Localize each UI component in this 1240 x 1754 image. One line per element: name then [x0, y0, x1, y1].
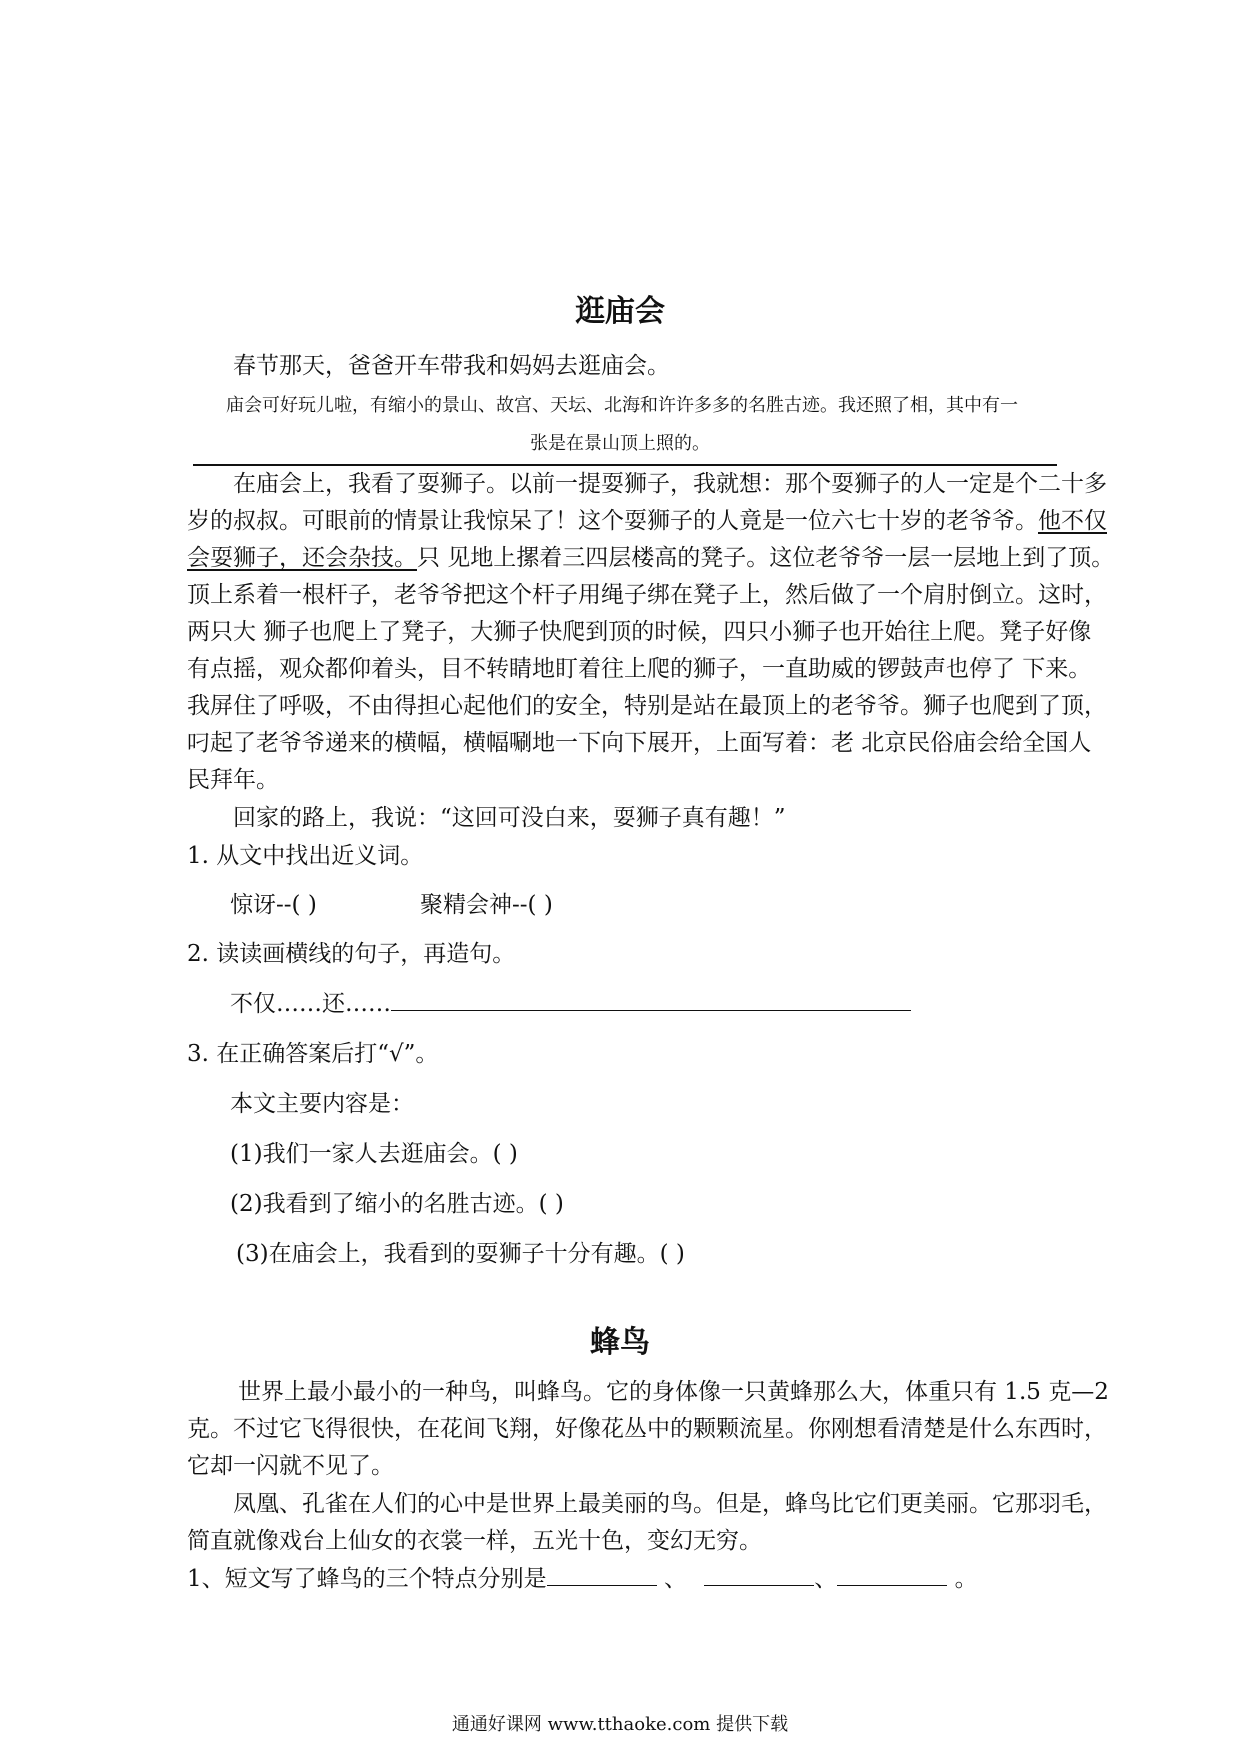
- underlined-sentence-part-1: 他不仅: [1038, 508, 1107, 534]
- underlined-sentence-part-2: 会耍狮子，还会杂技。: [187, 545, 417, 571]
- question-2: 2. 读读画横线的句子，再造句。: [187, 941, 516, 967]
- question-3-option-2: (2)我看到了缩小的名胜古迹。( ): [230, 1191, 564, 1217]
- article2-title: 蜂鸟: [590, 1325, 650, 1360]
- article1-paragraph-2-line-2: 张是在景山顶上照的。: [530, 433, 710, 454]
- article2-paragraph-1-line-2: 克。不过它飞得很快，在花间飞翔，好像花丛中的颗颗流星。你刚想看清楚是什么东西时，: [187, 1416, 1107, 1442]
- question-1-answer-a: 惊讶--( ): [230, 892, 317, 918]
- answer-blank[interactable]: [837, 1563, 947, 1586]
- article1-paragraph-3-line-1: 在庙会上，我看了耍狮子。以前一提耍狮子，我就想：那个耍狮子的人一定是个二十多: [233, 471, 1107, 497]
- article1-paragraph-3-line-7: 我屏住了呼吸，不由得担心起他们的安全，特别是站在最顶上的老爷爷。狮子也爬到了顶，: [187, 693, 1107, 719]
- question-1: 1. 从文中找出近义词。: [187, 843, 424, 869]
- article1-paragraph-3-line-3-text: 只 见地上摞着三四层楼高的凳子。这位老爷爷一层一层地上到了顶。: [417, 545, 1115, 571]
- article1-paragraph-3-line-4: 顶上系着一根杆子，老爷爷把这个杆子用绳子绑在凳子上，然后做了一个肩肘倒立。这时，: [187, 582, 1107, 608]
- article1-paragraph-4: 回家的路上，我说：“这回可没白来，耍狮子真有趣！”: [233, 805, 786, 831]
- article1-paragraph-3-line-3: [187, 540, 1114, 577]
- answer-blank[interactable]: [771, 988, 911, 1011]
- article2-paragraph-2-line-2: 简直就像戏台上仙女的衣裳一样，五光十色，变幻无穷。: [187, 1528, 762, 1554]
- article1-paragraph-3-line-2-text: 岁的叔叔。可眼前的情景让我惊呆了！这个耍狮子的人竟是一位六七十岁的老爷爷。: [187, 508, 1038, 534]
- article1-paragraph-3-line-2: [187, 503, 1107, 540]
- end-mark: 。: [947, 1566, 978, 1592]
- article2-question-1: [187, 1561, 978, 1598]
- article1-paragraph-1: 春节那天，爸爸开车带我和妈妈去逛庙会。: [233, 353, 670, 379]
- answer-blank[interactable]: [704, 1563, 814, 1586]
- article1-paragraph-3-line-8: 叼起了老爷爷递来的横幅，横幅唰地一下向下展开，上面写着：老 北京民俗庙会给全国人: [187, 730, 1092, 756]
- article2-paragraph-1-line-1-text: 世界上最小最小的一种鸟，叫蜂鸟。它的身体像一只黄蜂那么大，体重只有 1.5 克—2: [238, 1379, 1109, 1405]
- question-2-answer: [230, 986, 911, 1023]
- separator: 、: [656, 1566, 695, 1592]
- article2-question-1-text: 1、短文写了蜂鸟的三个特点分别是: [187, 1566, 547, 1592]
- article2-paragraph-2-line-1: 凤凰、孔雀在人们的心中是世界上最美丽的鸟。但是，蜂鸟比它们更美丽。它那羽毛，: [233, 1491, 1107, 1517]
- article1-paragraph-2-line-1: 庙会可好玩儿啦，有缩小的景山、故宫、天坛、北海和许许多多的名胜古迹。我还照了相，其中有一: [226, 395, 1018, 416]
- footer-credit: 通通好课网 www.tthaoke.com 提供下载: [451, 1714, 789, 1735]
- question-3: 3. 在正确答案后打“√”。: [187, 1041, 439, 1067]
- article2-paragraph-1-line-1: [187, 1374, 1109, 1411]
- question-3-lead: 本文主要内容是：: [230, 1091, 414, 1117]
- article1-title: 逛庙会: [575, 294, 665, 329]
- separator: 、: [814, 1566, 838, 1592]
- article1-paragraph-3-line-9: 民拜年。: [187, 767, 279, 793]
- question-3-option-3: (3)在庙会上，我看到的耍狮子十分有趣。( ): [236, 1241, 685, 1267]
- article1-paragraph-3-line-5: 两只大 狮子也爬上了凳子，大狮子快爬到顶的时候，四只小狮子也开始往上爬。凳子好像: [187, 619, 1092, 645]
- question-1-answer-b: 聚精会神--( ): [420, 892, 553, 918]
- answer-blank[interactable]: [547, 1563, 657, 1586]
- article1-paragraph-3-line-6: 有点摇，观众都仰着头，目不转睛地盯着往上爬的狮子，一直助威的锣鼓声也停了 下来。: [187, 656, 1092, 682]
- question-3-option-1: (1)我们一家人去逛庙会。( ): [230, 1141, 518, 1167]
- answer-blank[interactable]: [391, 988, 771, 1011]
- article2-paragraph-1-line-3: 它却一闪就不见了。: [187, 1453, 394, 1479]
- question-2-prompt: 不仅……还……: [230, 991, 391, 1017]
